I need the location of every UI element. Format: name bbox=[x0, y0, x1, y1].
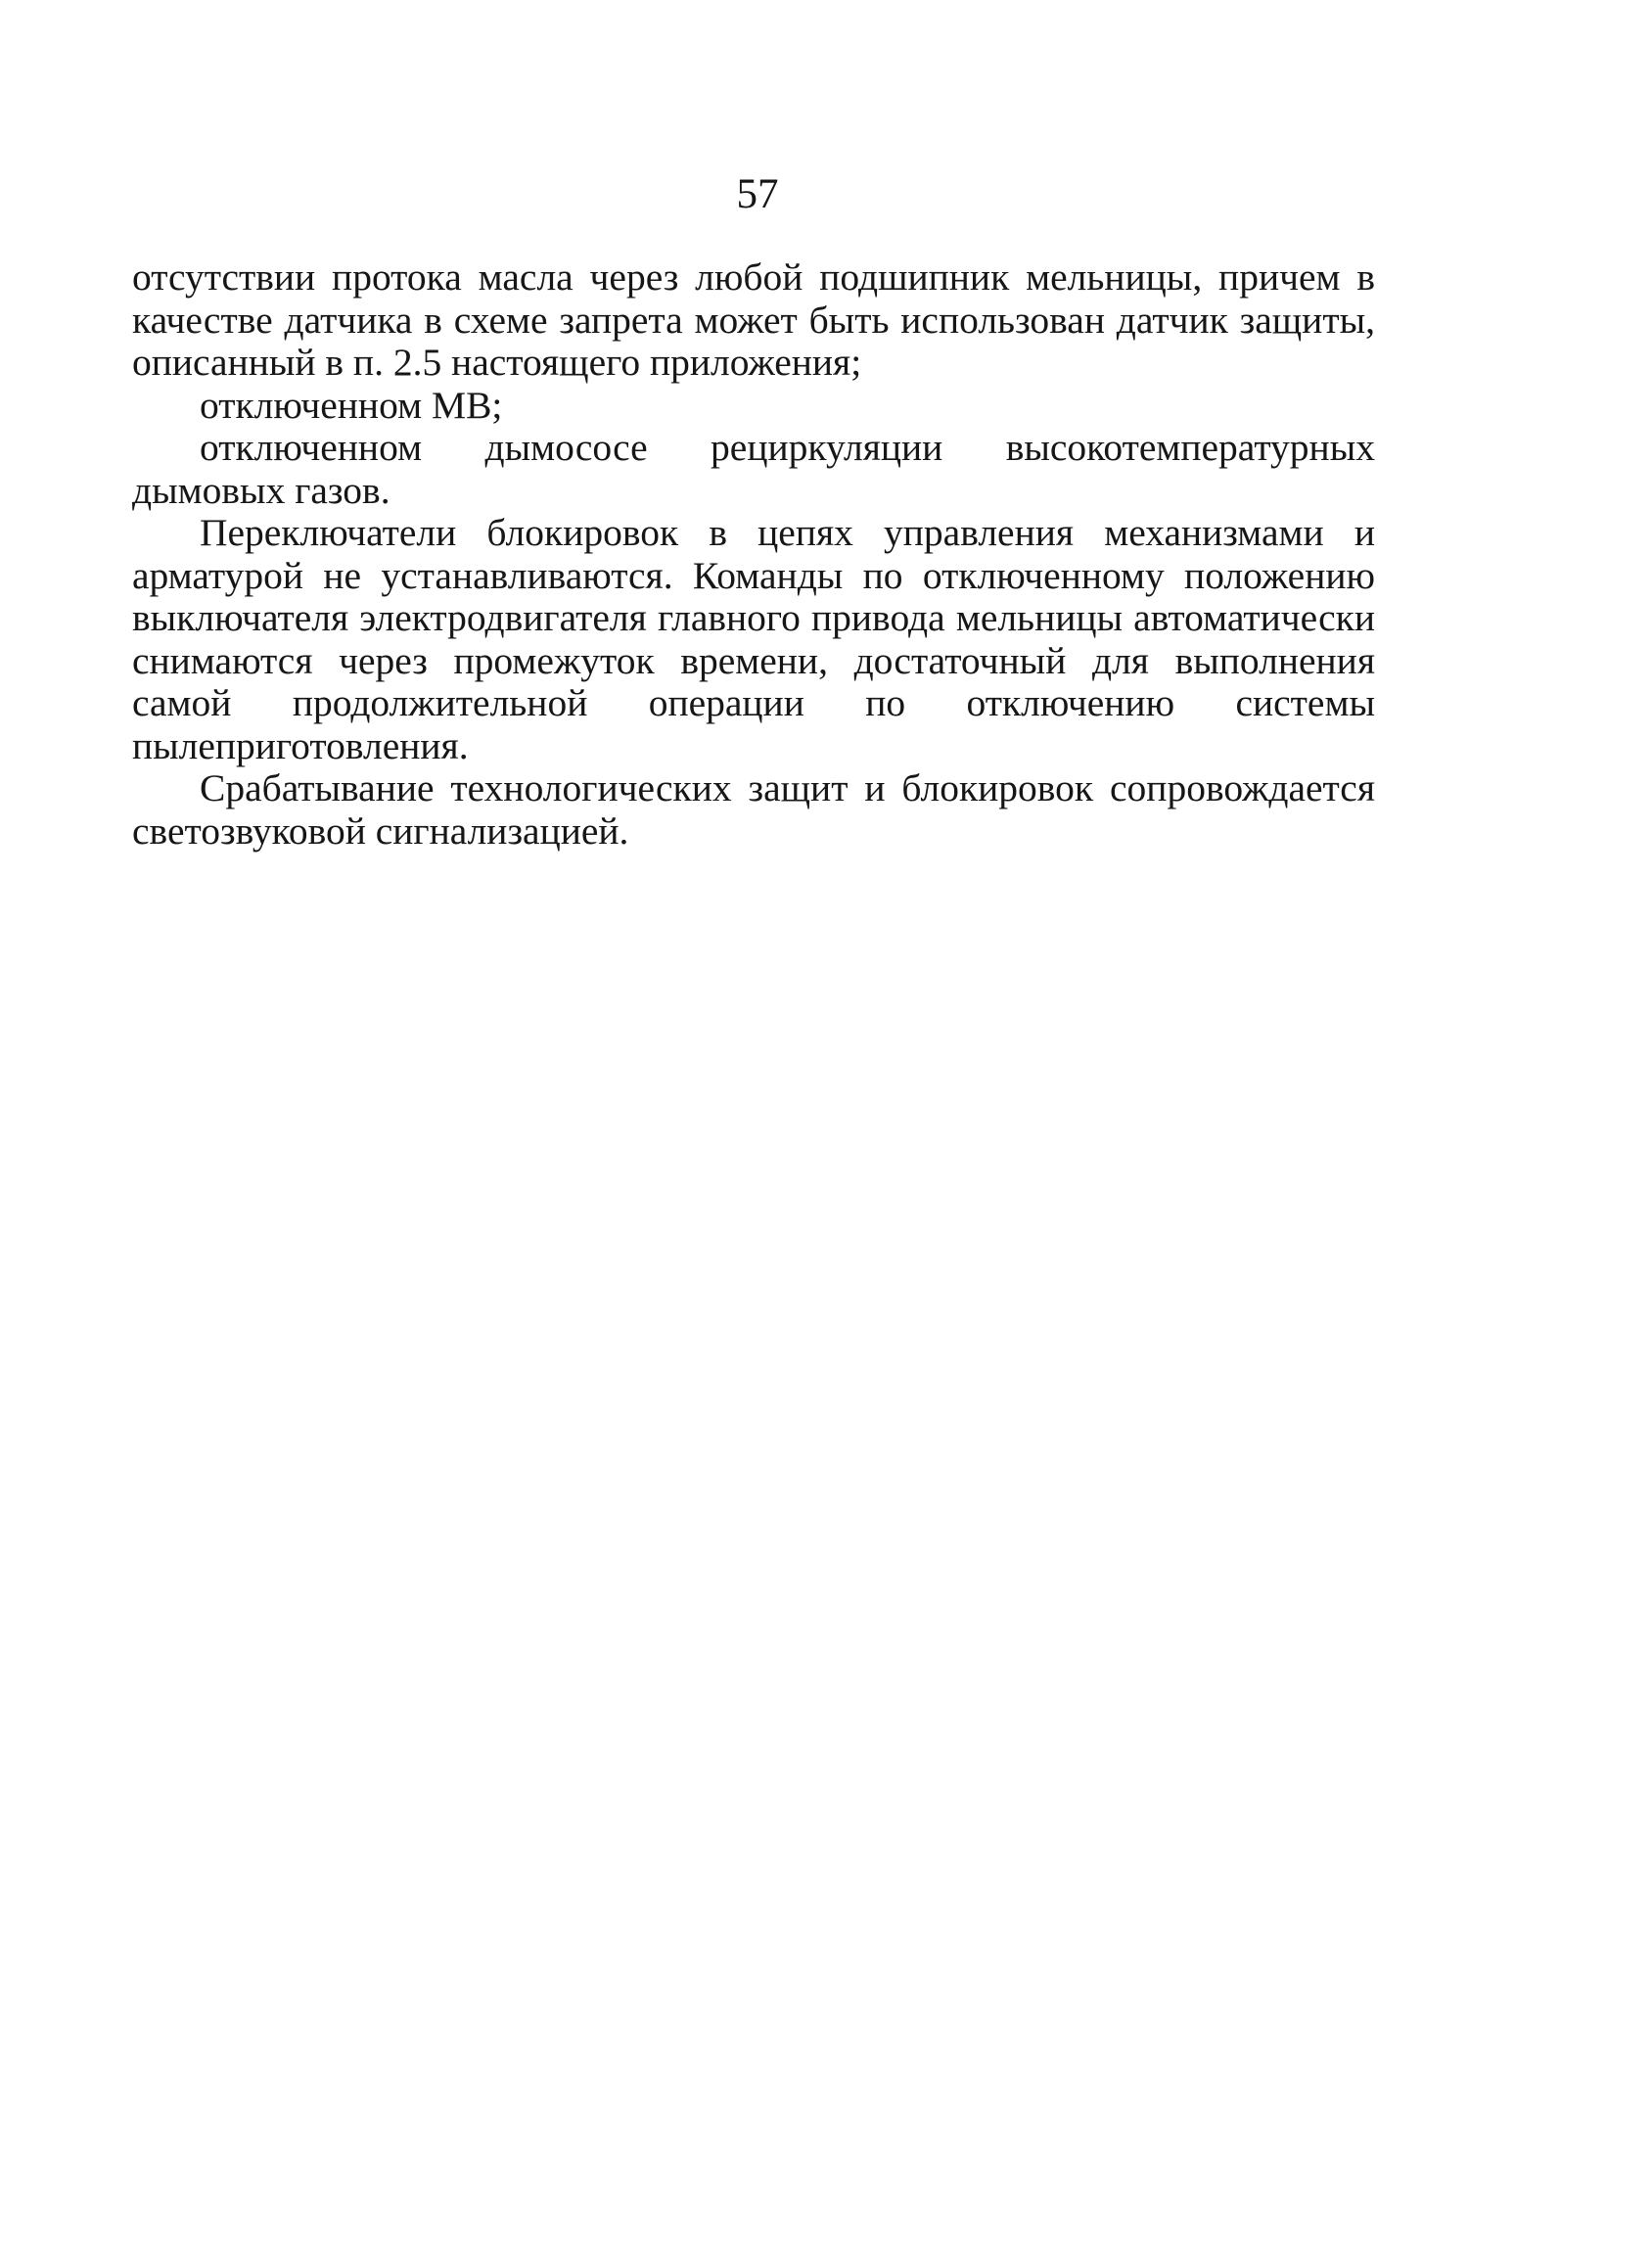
body-text bbox=[132, 256, 1375, 853]
paragraph-list-item: отключенном дымососе рециркуляции высокотемпературных дымовых газов. bbox=[132, 426, 1375, 512]
paragraph-continued: отсутствии протока масла через любой подшипник мельницы, причем в качестве датчика в схеме запрета может быть использован датчик защиты, описанный в п. 2.5 настоящего приложения; bbox=[132, 255, 1375, 384]
paragraph-list-item: отключенном МВ; bbox=[200, 383, 503, 427]
page-number: 57 bbox=[736, 171, 779, 217]
paragraph: Срабатывание технологических защит и блокировок сопровождается светозвуковой сигнализацией. bbox=[132, 766, 1375, 853]
paragraph: Переключатели блокировок в цепях управления механизмами и арматурой не устанавливаются. Команды по отключенному положению выключателя электродвигателя главного привода мельницы автоматически снимаются через промежуток времени, достаточный для выполнения самой продолжительной операции по отключению системы пылеприготовления. bbox=[132, 511, 1375, 767]
